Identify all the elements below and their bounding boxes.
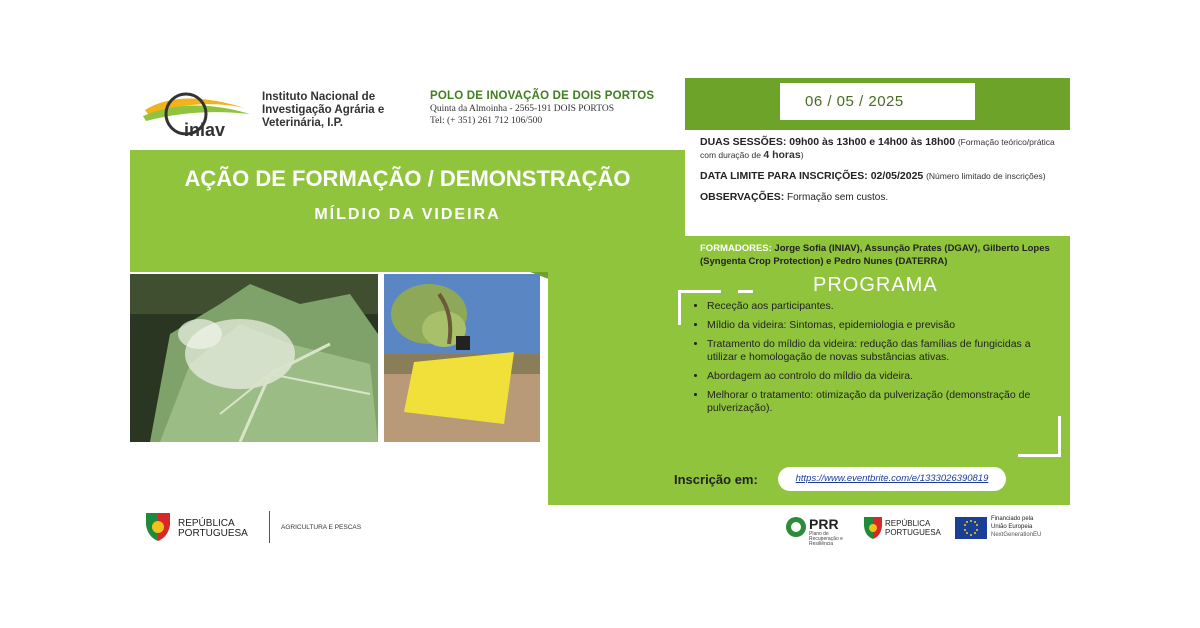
republica-small-text xyxy=(885,519,941,537)
eu-flag-icon xyxy=(955,517,987,539)
republica-line1: REPÚBLICA xyxy=(178,518,235,529)
registration-link[interactable]: https://www.eventbrite.com/e/1333026390819 xyxy=(778,467,1006,491)
sessions-note-bold: 4 horas xyxy=(763,149,801,161)
trainers xyxy=(700,242,1065,268)
observations-info xyxy=(700,191,1062,204)
eu-line3: NextGenerationEU xyxy=(991,532,1042,538)
observations-text: Formação sem custos. xyxy=(787,192,889,203)
bracket-bottom-right xyxy=(1018,416,1061,457)
program-item: • Melhorar o tratamento: otimização da pulverização (demonstração de pulverização). xyxy=(707,389,1037,415)
deadline-label: DATA LIMITE PARA INSCRIÇÕES: 02/05/2025 xyxy=(700,170,924,182)
program-item: • Receção aos participantes. xyxy=(707,300,1037,313)
republica-small-line1: REPÚBLICA xyxy=(885,519,931,528)
footer-divider xyxy=(269,511,270,543)
deadline-info xyxy=(700,170,1062,183)
event-date: 06 / 05 / 2025 xyxy=(780,83,975,120)
bracket-dash xyxy=(738,290,753,293)
iniav-logo xyxy=(140,80,260,140)
event-flyer xyxy=(130,78,1070,548)
eu-line1: Financiado pela xyxy=(991,516,1034,522)
footer-right xyxy=(785,514,1065,547)
footer-left xyxy=(144,511,362,545)
prr-text: PRR xyxy=(809,516,839,532)
republica-emblem-icon xyxy=(144,511,172,543)
prr-logo-icon xyxy=(785,516,807,538)
program-list xyxy=(693,300,1037,421)
sessions-note-suffix: ) xyxy=(800,150,804,160)
yellow-trap-photo xyxy=(384,274,540,442)
trainers-label: FORMADORES: xyxy=(700,243,772,254)
registration-label: Inscrição em: xyxy=(674,472,758,487)
program-item: • Tratamento do míldio da videira: redução das famílias de fungicidas a utilizar e homologação de novas substâncias ativas. xyxy=(707,338,1037,364)
prr-subtitle: Plano de Recuperação e Resiliência xyxy=(809,531,843,547)
program-item: • Abordagem ao controlo do míldio da videira. xyxy=(707,370,1037,383)
logo-text: iniav xyxy=(184,120,226,140)
program-item: • Míldio da videira: Sintomas, epidemiologia e previsão xyxy=(707,319,1037,332)
ministry-text: AGRICULTURA E PESCAS xyxy=(281,524,362,531)
eu-line2: União Europeia xyxy=(991,524,1033,530)
institute-name: Instituto Nacional de Investigação Agrária e Veterinária, I.P. xyxy=(262,91,385,129)
banner-title: AÇÃO DE FORMAÇÃO / DEMONSTRAÇÃO xyxy=(184,166,631,191)
event-info xyxy=(700,136,1062,212)
republica-text xyxy=(178,519,248,539)
republica-emblem-small-icon xyxy=(863,516,883,540)
observations-label: OBSERVAÇÕES: xyxy=(700,191,785,203)
republica-small-line2: PORTUGUESA xyxy=(885,528,941,537)
program-title: PROGRAMA xyxy=(813,274,938,296)
vine-leaf-photo xyxy=(130,274,378,442)
eu-funding-text xyxy=(991,515,1041,539)
deadline-note: (Número limitado de inscrições) xyxy=(926,171,1046,181)
sessions-label: DUAS SESSÕES: 09h00 às 13h00 e 14h00 às 18h00 xyxy=(700,136,956,148)
polo-phone: Tel: (+ 351) 261 712 106/500 xyxy=(430,116,543,126)
polo-info xyxy=(430,90,690,126)
program-panel xyxy=(548,236,1070,505)
trainers-names: Jorge Sofia (INIAV), Assunção Prates (DGAV), Gilberto Lopes (Syngenta Crop Protection) e Pedro Nunes (DATERRA) xyxy=(700,243,1050,267)
sessions-info xyxy=(700,136,1062,162)
sessions-note-prefix: (Formação teórico/prática com duração de xyxy=(700,137,1055,160)
polo-title: POLO DE INOVAÇÃO DE DOIS PORTOS xyxy=(430,90,655,102)
polo-address: Quinta da Almoinha - 2565-191 DOIS PORTOS xyxy=(430,104,614,114)
republica-line2: PORTUGUESA xyxy=(178,528,248,539)
banner-subtitle: MÍLDIO DA VIDEIRA xyxy=(314,206,501,223)
